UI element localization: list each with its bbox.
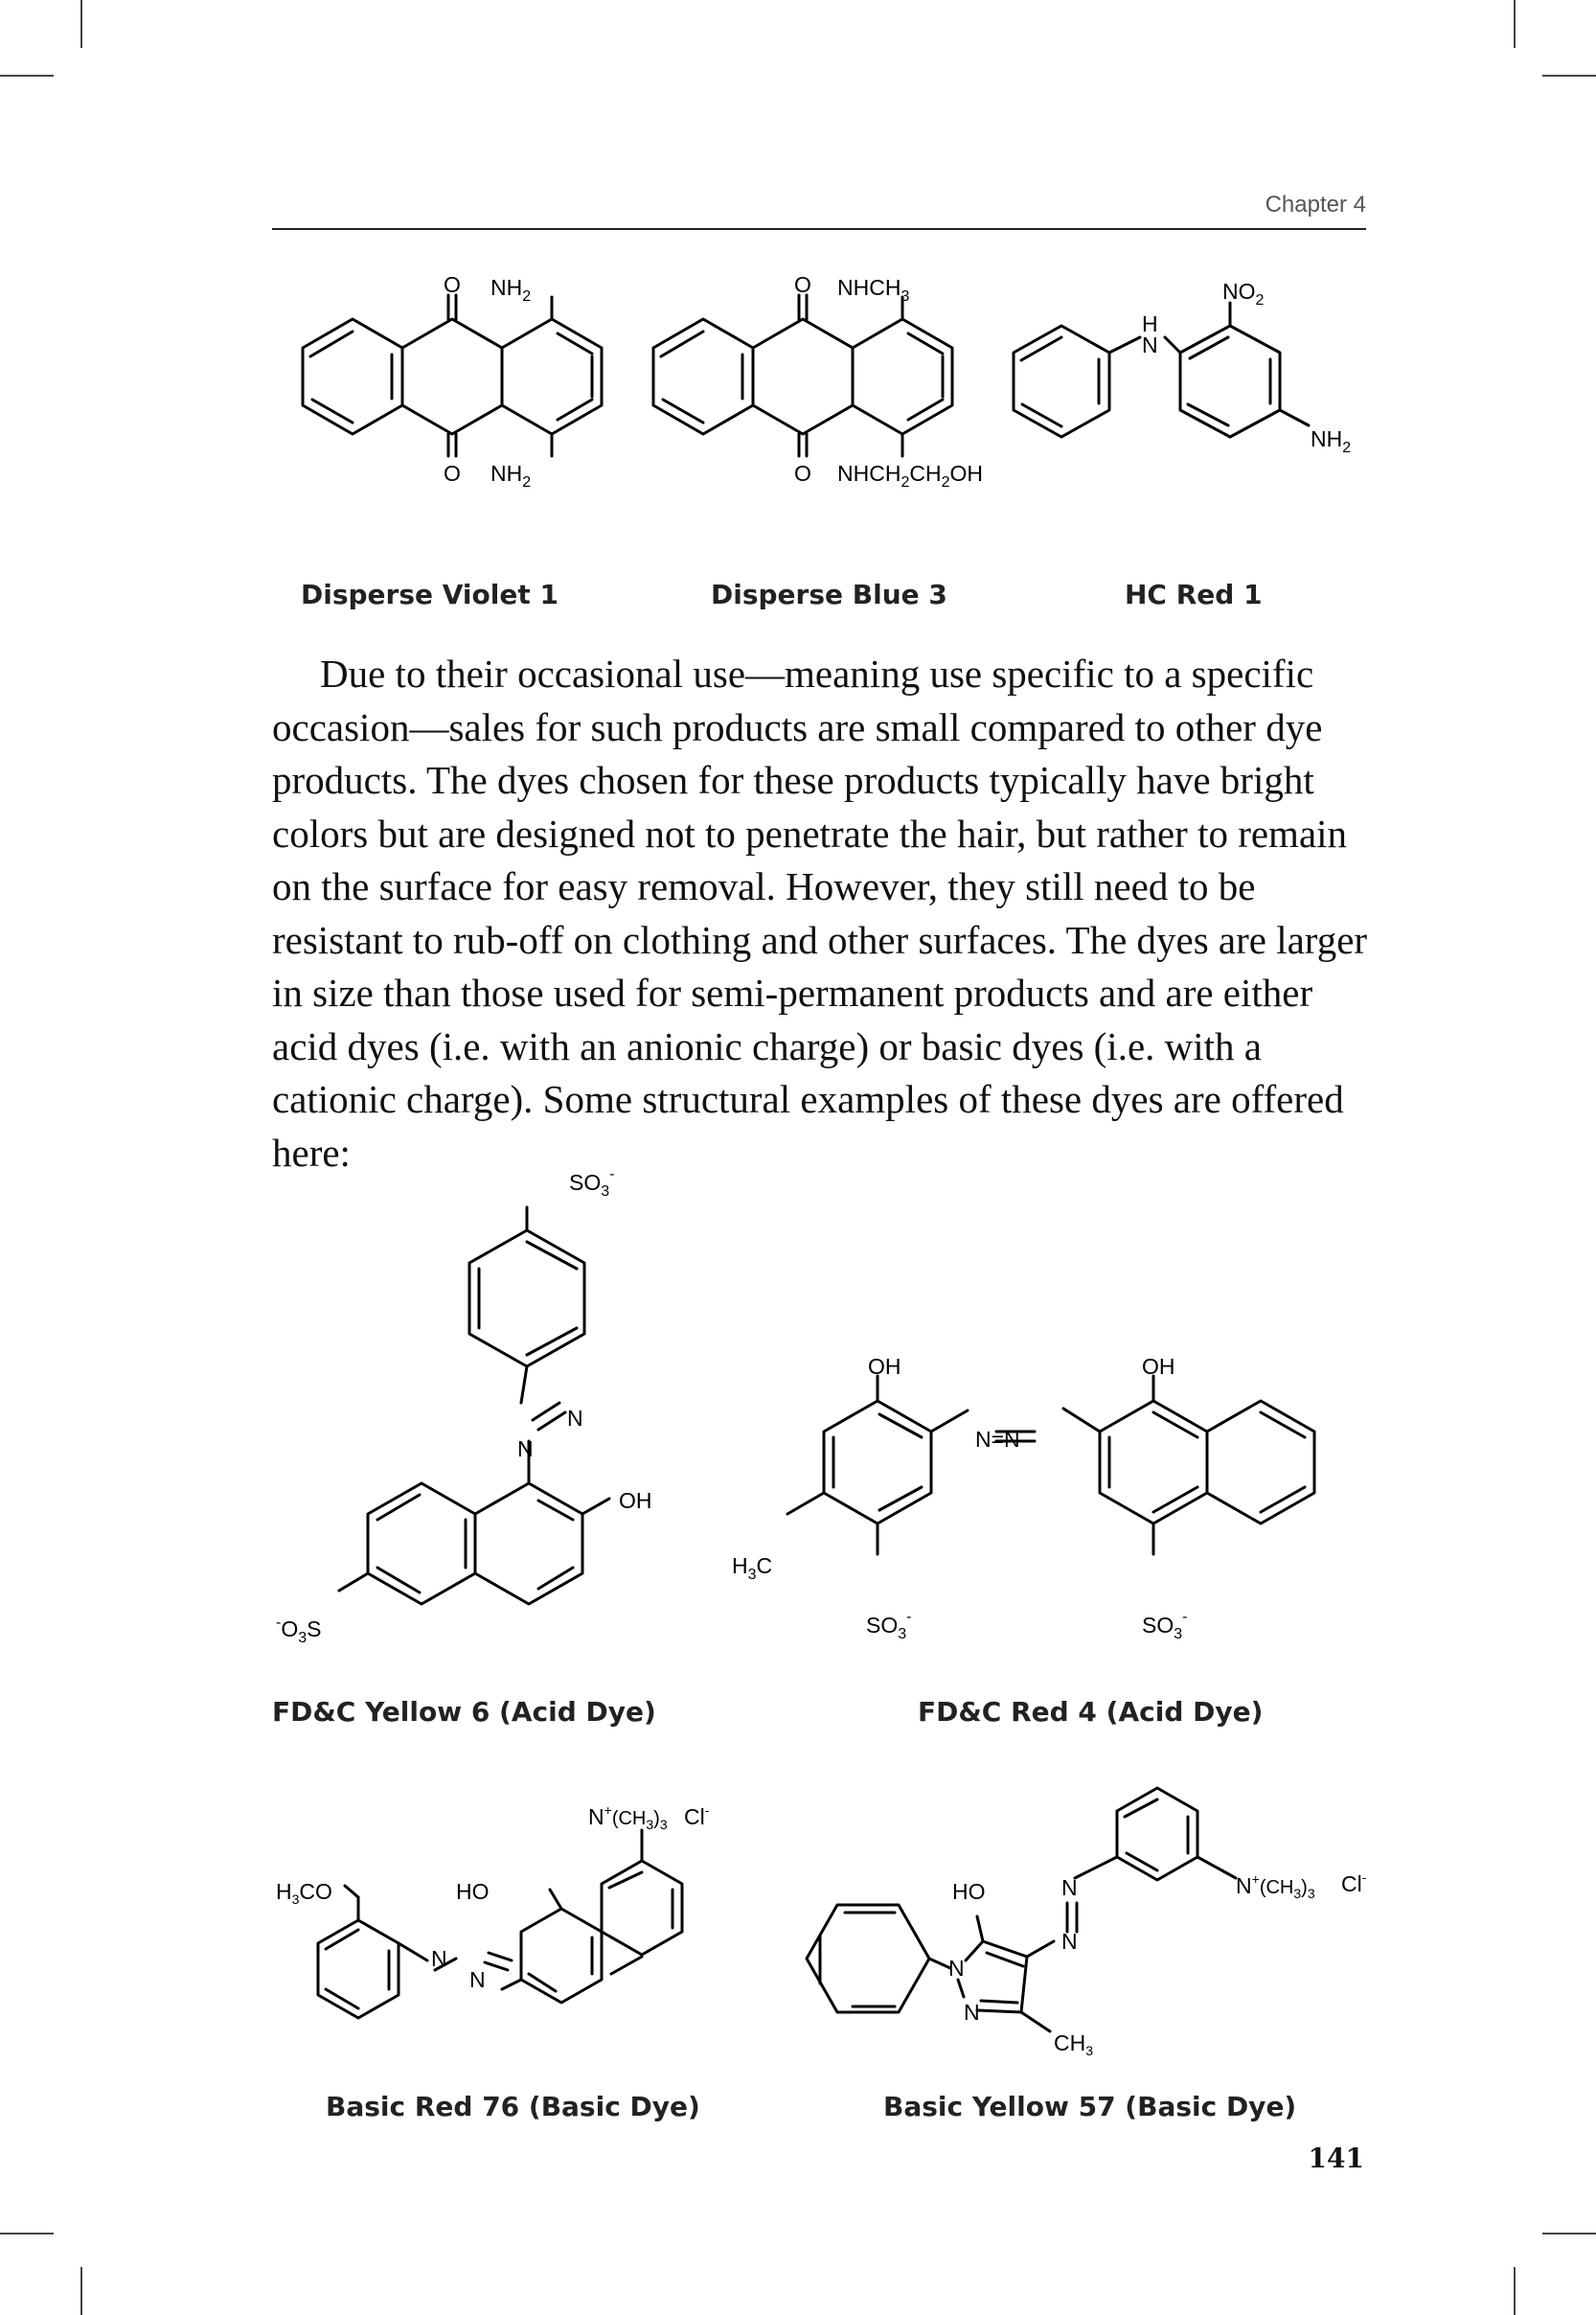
sulfonate-label: $SO_3^-$ [569, 1166, 615, 1200]
nitrogen-label: N [1061, 1929, 1078, 1954]
caption-basic-yellow-57: Basic Yellow 57 (Basic Dye) [883, 2091, 1297, 2122]
caption-fdc-yellow-6: FD&C Yellow 6 (Acid Dye) [272, 1696, 656, 1728]
sulfonate-label: $SO_3^-$ [866, 1609, 912, 1642]
oxygen-label: O [444, 461, 461, 486]
hydroxyl-label: OH [1142, 1354, 1175, 1379]
chloride-label: Cl- [1341, 1869, 1367, 1896]
running-head: Chapter 4 [1265, 192, 1366, 218]
amine-label: $NH_2$ [490, 461, 532, 491]
oxygen-label: O [444, 272, 461, 297]
header-rule [272, 228, 1366, 230]
caption-basic-red-76: Basic Red 76 (Basic Dye) [326, 2091, 700, 2122]
structure-fdc-red-4 [709, 1341, 1341, 1658]
nitro-label: $NO_2$ [1222, 279, 1265, 309]
body-paragraph: Due to their occasional use—meaning use specific to a specific occasion—sales for such products are small compared to other dye products. The dyes chosen for these products typically have bright colors but are designed not to penetrate the hair, but rather to remain on the surface for easy removal. However, they still need to be resistant to rub-off on clothing and other surfaces. The dyes are larger in size than those used for semi-permanent products and are either acid dyes (i.e. with an anionic charge) or basic dyes (i.e. with a cationic charge). Some structural examples of these dyes are offered here: [272, 652, 1368, 1175]
crop-mark [1514, 2267, 1516, 2315]
nitrogen-label: N [964, 2000, 980, 2025]
trimethylammonium-label: $N^+(CH_3)_3$ [588, 1802, 668, 1832]
nitrogen-label: N [948, 1956, 965, 1981]
caption-hc-red-1: HC Red 1 [1125, 579, 1263, 610]
caption-fdc-red-4: FD&C Red 4 (Acid Dye) [918, 1696, 1264, 1728]
oxygen-label: O [794, 272, 811, 297]
chloride-label: Cl- [684, 1802, 710, 1829]
amine-label: $NH_2$ [490, 275, 532, 305]
hydrogen-label: H [1142, 311, 1158, 336]
methyl-label: $H_3C$ [732, 1553, 773, 1583]
amine-label: $NH_2$ [1311, 426, 1352, 456]
crop-mark [1542, 75, 1596, 77]
hydroxyl-label: HO [952, 1879, 986, 1904]
structure-disperse-blue-3 [619, 268, 1021, 517]
sulfonate-label: $SO_3^-$ [1142, 1609, 1188, 1642]
methylamine-label: $NHCH_3$ [837, 275, 910, 305]
hydroxyethylamine-label: $NHCH_2CH_2OH$ [837, 461, 983, 491]
crop-mark [80, 2267, 82, 2315]
crop-mark [0, 2233, 54, 2235]
nitrogen-label: N [1061, 1875, 1078, 1900]
page-number: 141 [1308, 2143, 1364, 2174]
sulfonate-label: $^-O_3S$ [276, 1615, 322, 1646]
methoxy-label: $H_3CO$ [276, 1879, 332, 1907]
nitrogen-label: N [567, 1406, 583, 1431]
structure-fdc-yellow-6 [268, 1150, 690, 1648]
structure-basic-yellow-57 [795, 1773, 1370, 2070]
azo-label: N=N [975, 1427, 1020, 1452]
crop-mark [1514, 0, 1516, 48]
hydroxyl-label: HO [456, 1879, 490, 1904]
crop-mark [0, 75, 54, 77]
structure-disperse-violet-1 [268, 268, 556, 517]
trimethylammonium-label: $N^+(CH_3)_3$ [1236, 1871, 1315, 1901]
crop-mark [1542, 2233, 1596, 2235]
nitrogen-label: N [431, 1946, 447, 1971]
caption-disperse-violet-1: Disperse Violet 1 [301, 579, 559, 610]
nitrogen-label: N [469, 1967, 486, 1992]
methyl-label: $CH_3$ [1054, 2030, 1094, 2058]
crop-mark [80, 0, 82, 48]
oxygen-label: O [794, 461, 811, 486]
nitrogen-label: N [1142, 332, 1158, 357]
body-text [272, 648, 1374, 1180]
structure-basic-red-76 [268, 1753, 738, 2060]
caption-disperse-blue-3: Disperse Blue 3 [711, 579, 947, 610]
hydroxyl-label: OH [868, 1354, 901, 1379]
nitrogen-label: N [517, 1436, 534, 1461]
structure-hc-red-1 [1006, 268, 1370, 479]
hydroxyl-label: OH [619, 1488, 652, 1513]
